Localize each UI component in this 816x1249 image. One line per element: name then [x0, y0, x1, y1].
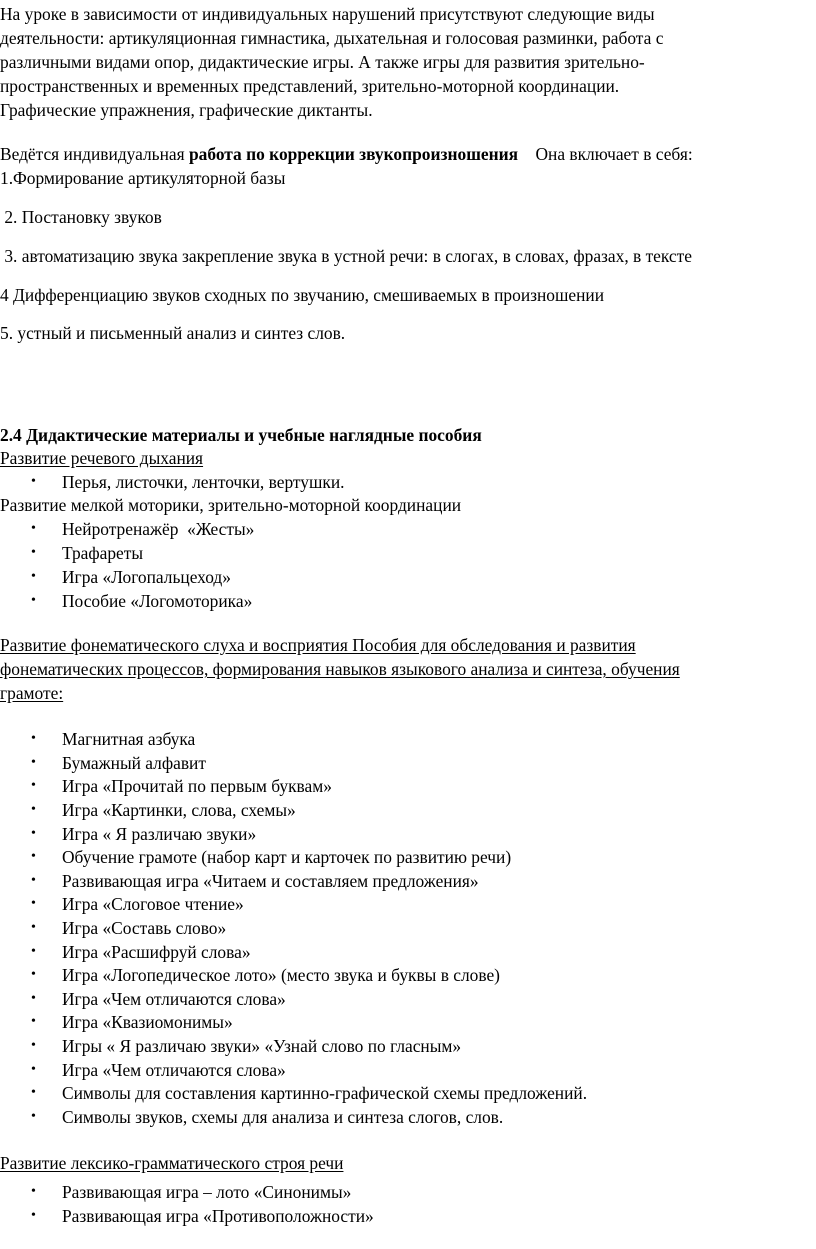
intro-line: Графические упражнения, графические диктанты. [0, 100, 373, 120]
bullet-glyph: • [31, 873, 36, 888]
correction-item: 4 Дифференциацию звуков сходных по звучанию, смешиваемых в произношении [0, 285, 605, 305]
list-item: Развивающая игра «Читаем и составляем предложения» [62, 871, 479, 891]
bullet-glyph: • [31, 1062, 36, 1077]
correction-item: 5. устный и письменный анализ и синтез слов. [0, 323, 346, 343]
bullet-glyph: • [31, 569, 36, 584]
list-item: Символы звуков, схемы для анализа и синтеза слогов, слов. [62, 1107, 504, 1127]
bullet-glyph: • [31, 521, 36, 536]
list-item: Развивающая игра – лото «Синонимы» [62, 1182, 352, 1202]
list-item: Символы для составления картинно-графической схемы предложений. [62, 1083, 588, 1103]
list-item: Игра «Составь слово» [62, 918, 227, 938]
list-item: Нейротренажёр «Жесты» [62, 519, 255, 539]
bullet-glyph: • [31, 1184, 36, 1199]
bullet-glyph: • [31, 896, 36, 911]
list-item: Игры « Я различаю звуки» «Узнай слово по гласным» [62, 1036, 462, 1056]
bullet-glyph: • [31, 849, 36, 864]
intro-line: различными видами опор, дидактические игры. А также игры для развития зрительно- [0, 52, 645, 72]
list-item: Обучение грамоте (набор карт и карточек по развитию речи) [62, 847, 512, 867]
bullet-glyph: • [31, 826, 36, 841]
bullet-glyph: • [31, 731, 36, 746]
lexical-heading: Развитие лексико-грамматического строя речи [0, 1153, 344, 1173]
bullet-glyph: • [31, 1208, 36, 1223]
correction-bold-phrase: работа по коррекции звукопроизношения [189, 144, 519, 164]
correction-suffix: Она включает в себя: [518, 144, 693, 164]
phonemic-heading-line: грамоте: [0, 683, 64, 703]
bullet-glyph: • [31, 1038, 36, 1053]
intro-line: На уроке в зависимости от индивидуальных нарушений присутствуют следующие виды [0, 4, 655, 24]
bullet-glyph: • [31, 755, 36, 770]
list-item: Игра «Чем отличаются слова» [62, 989, 286, 1009]
bullet-glyph: • [31, 944, 36, 959]
list-item: Игра «Картинки, слова, схемы» [62, 800, 296, 820]
list-item: Игра «Чем отличаются слова» [62, 1060, 286, 1080]
bullet-glyph: • [31, 545, 36, 560]
intro-line: пространственных и временных представлений, зрительно-моторной координации. [0, 76, 620, 96]
section-title: 2.4 Дидактические материалы и учебные наглядные пособия [0, 425, 482, 445]
bullet-glyph: • [31, 920, 36, 935]
correction-intro [0, 142, 693, 166]
intro-line: деятельности: артикуляционная гимнастика, дыхательная и голосовая разминки, работа с [0, 28, 664, 48]
list-item: Перья, листочки, ленточки, вертушки. [62, 472, 345, 492]
correction-prefix: Ведётся индивидуальная [0, 144, 189, 164]
list-item: Развивающая игра «Противоположности» [62, 1206, 374, 1226]
list-item: Пособие «Логомоторика» [62, 591, 253, 611]
list-item: Игра «Слоговое чтение» [62, 894, 244, 914]
list-item: Магнитная азбука [62, 729, 196, 749]
bullet-glyph: • [31, 593, 36, 608]
bullet-glyph: • [31, 802, 36, 817]
correction-item: 1.Формирование артикуляторной базы [0, 168, 286, 188]
bullet-glyph: • [31, 1109, 36, 1124]
correction-item: 2. Постановку звуков [0, 207, 162, 227]
bullet-glyph: • [31, 967, 36, 982]
phonemic-heading-line: Развитие фонематического слуха и восприятия Пособия для обследования и развития [0, 635, 636, 655]
breathing-heading: Развитие речевого дыхания [0, 448, 204, 468]
list-item: Игра «Логопедическое лото» (место звука и буквы в слове) [62, 965, 500, 985]
list-item: Игра « Я различаю звуки» [62, 824, 257, 844]
list-item: Трафареты [62, 543, 144, 563]
phonemic-heading-line: фонематических процессов, формирования навыков языкового анализа и синтеза, обучения [0, 659, 680, 679]
list-item: Игра «Логопальцеход» [62, 567, 231, 587]
bullet-glyph: • [31, 474, 36, 489]
bullet-glyph: • [31, 778, 36, 793]
bullet-glyph: • [31, 991, 36, 1006]
list-item: Игра «Квазиомонимы» [62, 1012, 233, 1032]
list-item: Игра «Прочитай по первым буквам» [62, 776, 332, 796]
correction-item: 3. автоматизацию звука закрепление звука в устной речи: в слогах, в словах, фразах, в тексте [0, 246, 692, 266]
bullet-glyph: • [31, 1014, 36, 1029]
list-item: Игра «Расшифруй слова» [62, 942, 251, 962]
bullet-glyph: • [31, 1085, 36, 1100]
motor-heading: Развитие мелкой моторики, зрительно-моторной координации [0, 495, 462, 515]
list-item: Бумажный алфавит [62, 753, 206, 773]
